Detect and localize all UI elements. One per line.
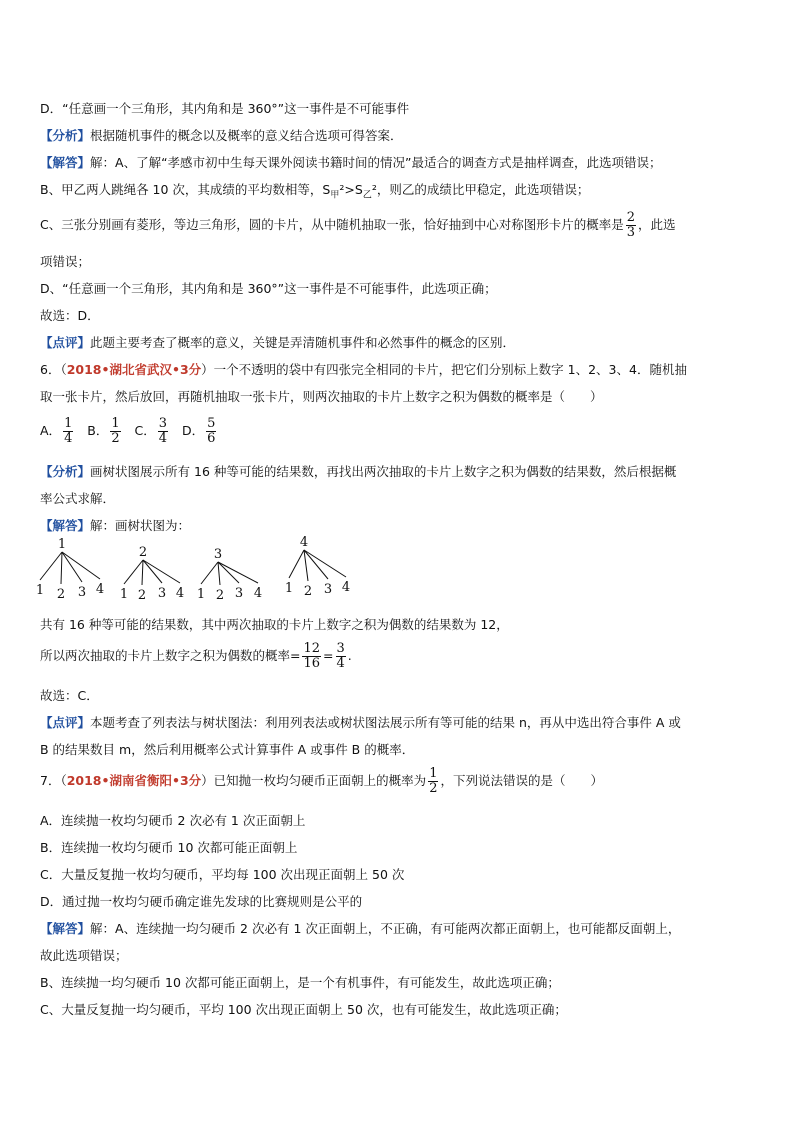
denominator: 16 (303, 656, 321, 671)
text: B 的结果数目 m，然后利用概率公式计算事件 A 或事件 B 的概率． (40, 742, 415, 757)
solution-line (40, 155, 662, 171)
tree-leaf-label: 2 (303, 584, 313, 599)
text: 所以两次抽取的卡片上数字之积为偶数的概率= (40, 648, 301, 663)
text: . (347, 648, 352, 663)
fraction (336, 642, 346, 671)
question-6-line1 (40, 362, 687, 378)
text: ，下列说法错误的是（ ） (440, 773, 603, 788)
question-7-option-d (40, 894, 362, 910)
question-7-option-a (40, 813, 305, 829)
text: 此题主要考查了概率的意义，关键是弄清随机事件和必然事件的概念的区别． (90, 335, 516, 350)
analysis-tag: 【分析】 (40, 464, 91, 479)
question-6-line2 (40, 389, 603, 405)
option-a-label: A． (40, 423, 62, 438)
text: 解：A、连续抛一均匀硬币 2 次必有 1 次正面朝上，不正确，有可能两次都正面朝上，也可能都反面朝上， (90, 921, 681, 936)
fraction (63, 417, 73, 446)
solution-6-line1 (40, 518, 190, 534)
text: 故选：D． (40, 308, 100, 323)
text: C、三张分别画有菱形，等边三角形，圆的卡片，从中随机抽取一张，恰好抽到中心对称图形卡片的概率是 (40, 217, 624, 232)
solution-7-line1 (40, 921, 680, 937)
text: 项错误； (40, 254, 91, 269)
analysis-tag: 【分析】 (40, 128, 91, 143)
tree-branch (61, 552, 62, 584)
tree-branch (218, 562, 220, 585)
option-d-line (40, 101, 409, 117)
tree-branch (143, 560, 180, 583)
fraction (428, 767, 438, 796)
tree-root-label: 3 (213, 547, 223, 562)
text: 7．（ (40, 773, 67, 788)
tree-branch (40, 552, 62, 580)
text: ）已知抛一枚均匀硬币正面朝上的概率为 (201, 773, 427, 788)
fraction (158, 417, 168, 446)
tree-root-label: 4 (299, 536, 309, 550)
option-b-label: B． (87, 423, 109, 438)
question-source: 2018•湖北省武汉•3分 (66, 362, 202, 377)
text: 本题考查了列表法与树状图法：利用列表法或树状图法展示所有等可能的结果 n，再从中选出符合事件 A 或 (90, 715, 681, 730)
tree-leaf-label: 1 (35, 583, 45, 598)
numerator: 1 (429, 766, 438, 781)
text: ²，则乙的成绩比甲稳定，此选项错误； (371, 182, 590, 197)
tree-leaf-label: 1 (284, 581, 294, 596)
tree-leaf-label: 2 (137, 588, 147, 603)
numerator: 3 (336, 641, 345, 656)
solution-7-line3 (40, 975, 560, 991)
comment-6-line2 (40, 742, 414, 758)
tree-leaf-label: 1 (196, 587, 206, 602)
tree-root-label: 2 (138, 545, 148, 560)
tree-leaf-label: 4 (341, 580, 351, 595)
numerator: 5 (207, 416, 216, 431)
denominator: 3 (626, 225, 636, 240)
solution-7-line2 (40, 948, 128, 964)
tree-branch (62, 552, 82, 582)
tree-leaf-label: 4 (253, 586, 263, 601)
comment-tag: 【点评】 (40, 715, 91, 730)
text: 故选：C． (40, 688, 99, 703)
text: 共有 16 种等可能的结果数，其中两次抽取的卡片上数字之积为偶数的结果数为 12， (40, 617, 509, 632)
denominator: 2 (429, 781, 438, 796)
tree-branch (304, 550, 346, 577)
solution-c-line (40, 210, 676, 240)
numerator: 1 (64, 416, 73, 431)
numerator: 12 (303, 641, 321, 656)
question-6-options (40, 416, 218, 446)
text: D．“任意画一个三角形，其内角和是 360°”这一事件是不可能事件 (40, 101, 410, 116)
text: ）一个不透明的袋中有四张完全相同的卡片，把它们分别标上数字 1、2、3、4．随机抽 (201, 362, 687, 377)
denominator: 4 (64, 431, 73, 446)
tree-leaf-label: 3 (234, 586, 244, 601)
tree-root-label: 1 (57, 537, 67, 552)
solution-tag: 【解答】 (40, 155, 91, 170)
tree-branch (218, 562, 239, 583)
denominator: 4 (336, 656, 345, 671)
numerator: 3 (158, 416, 168, 431)
solution-tag: 【解答】 (40, 518, 91, 533)
question-7-option-c (40, 867, 404, 883)
text: C．大量反复抛一枚均匀硬币，平均每 100 次出现正面朝上 50 次 (40, 867, 405, 882)
text: C、大量反复抛一均匀硬币，平均 100 次出现正面朝上 50 次，也有可能发生，故此选项正确； (40, 1002, 567, 1017)
text: 6．（ (40, 362, 67, 377)
tree-leaf-label: 1 (119, 587, 129, 602)
solution-tag: 【解答】 (40, 921, 91, 936)
tree-branch (289, 550, 304, 578)
text: B、甲乙两人跳绳各 10 次，其成绩的平均数相等，S (40, 182, 331, 197)
option-c-label: C． (134, 423, 156, 438)
fraction (626, 211, 636, 240)
tree-branch (62, 552, 100, 579)
solution-b-line (40, 182, 589, 204)
comment-line (40, 335, 515, 351)
question-7-option-b (40, 840, 297, 856)
subscript: 甲 (330, 190, 340, 201)
denominator: 6 (207, 431, 216, 446)
tree-branch (124, 560, 143, 584)
tree-leaf-label: 4 (95, 582, 105, 597)
tree-diagram (32, 536, 372, 608)
tree-leaf-label: 3 (323, 582, 333, 597)
numerator: 2 (626, 210, 636, 225)
text: A．连续抛一枚均匀硬币 2 次必有 1 次正面朝上 (40, 813, 306, 828)
tree-branch (201, 562, 218, 584)
numerator: 1 (111, 416, 120, 431)
comment-tag: 【点评】 (40, 335, 91, 350)
denominator: 4 (158, 431, 168, 446)
option-d-label: D． (181, 423, 205, 438)
text: D．通过抛一枚均匀硬币确定谁先发球的比赛规则是公平的 (40, 894, 363, 909)
tree-leaf-label: 3 (157, 586, 167, 601)
tree-leaf-label: 4 (175, 586, 185, 601)
tree-branch (218, 562, 258, 583)
text: B、连续抛一均匀硬币 10 次都可能正面朝上，是一个有机事件，有可能发生，故此选项正确； (40, 975, 560, 990)
analysis-6-line1 (40, 464, 676, 480)
text: 解：画树状图为： (90, 518, 191, 533)
text: ²>S (339, 182, 363, 197)
tree-branch (142, 560, 143, 585)
comment-6-line1 (40, 715, 681, 731)
text: = (323, 648, 334, 663)
question-7-line (40, 766, 603, 796)
fraction (110, 417, 120, 446)
text: 解：A、了解“孝感市初中生每天课外阅读书籍时间的情况”最适合的调查方式是抽样调查，此选项错误； (90, 155, 662, 170)
analysis-6-line2 (40, 491, 115, 507)
solution-6-count (40, 617, 509, 633)
analysis-line (40, 128, 403, 144)
solution-7-line4 (40, 1002, 567, 1018)
fraction (302, 642, 321, 671)
subscript: 乙 (362, 190, 372, 201)
answer-6-line (40, 688, 99, 704)
text: 故此选项错误； (40, 948, 128, 963)
tree-leaf-label: 2 (56, 587, 66, 602)
text: ，此选 (638, 217, 676, 232)
solution-d-line (40, 281, 497, 297)
text: D、“任意画一个三角形，其内角和是 360°”这一事件是不可能事件，此选项正确； (40, 281, 497, 296)
solution-6-probability (40, 639, 352, 673)
tree-leaf-label: 2 (215, 588, 225, 603)
text: 根据随机事件的概念以及概率的意义结合选项可得答案． (90, 128, 403, 143)
text: 取一张卡片，然后放回，再随机抽取一张卡片，则两次抽取的卡片上数字之积为偶数的概率是（ ） (40, 389, 603, 404)
tree-leaf-label: 3 (77, 585, 87, 600)
tree-branch (143, 560, 162, 583)
text: B．连续抛一枚均匀硬币 10 次都可能正面朝上 (40, 840, 298, 855)
answer-line (40, 308, 100, 324)
text: 画树状图展示所有 16 种等可能的结果数，再找出两次抽取的卡片上数字之积为偶数的结果数，然后根据概 (90, 464, 677, 479)
fraction (206, 417, 216, 446)
question-source: 2018•湖南省衡阳•3分 (66, 773, 202, 788)
solution-c-cont (40, 254, 90, 270)
denominator: 2 (111, 431, 120, 446)
text: 率公式求解． (40, 491, 116, 506)
